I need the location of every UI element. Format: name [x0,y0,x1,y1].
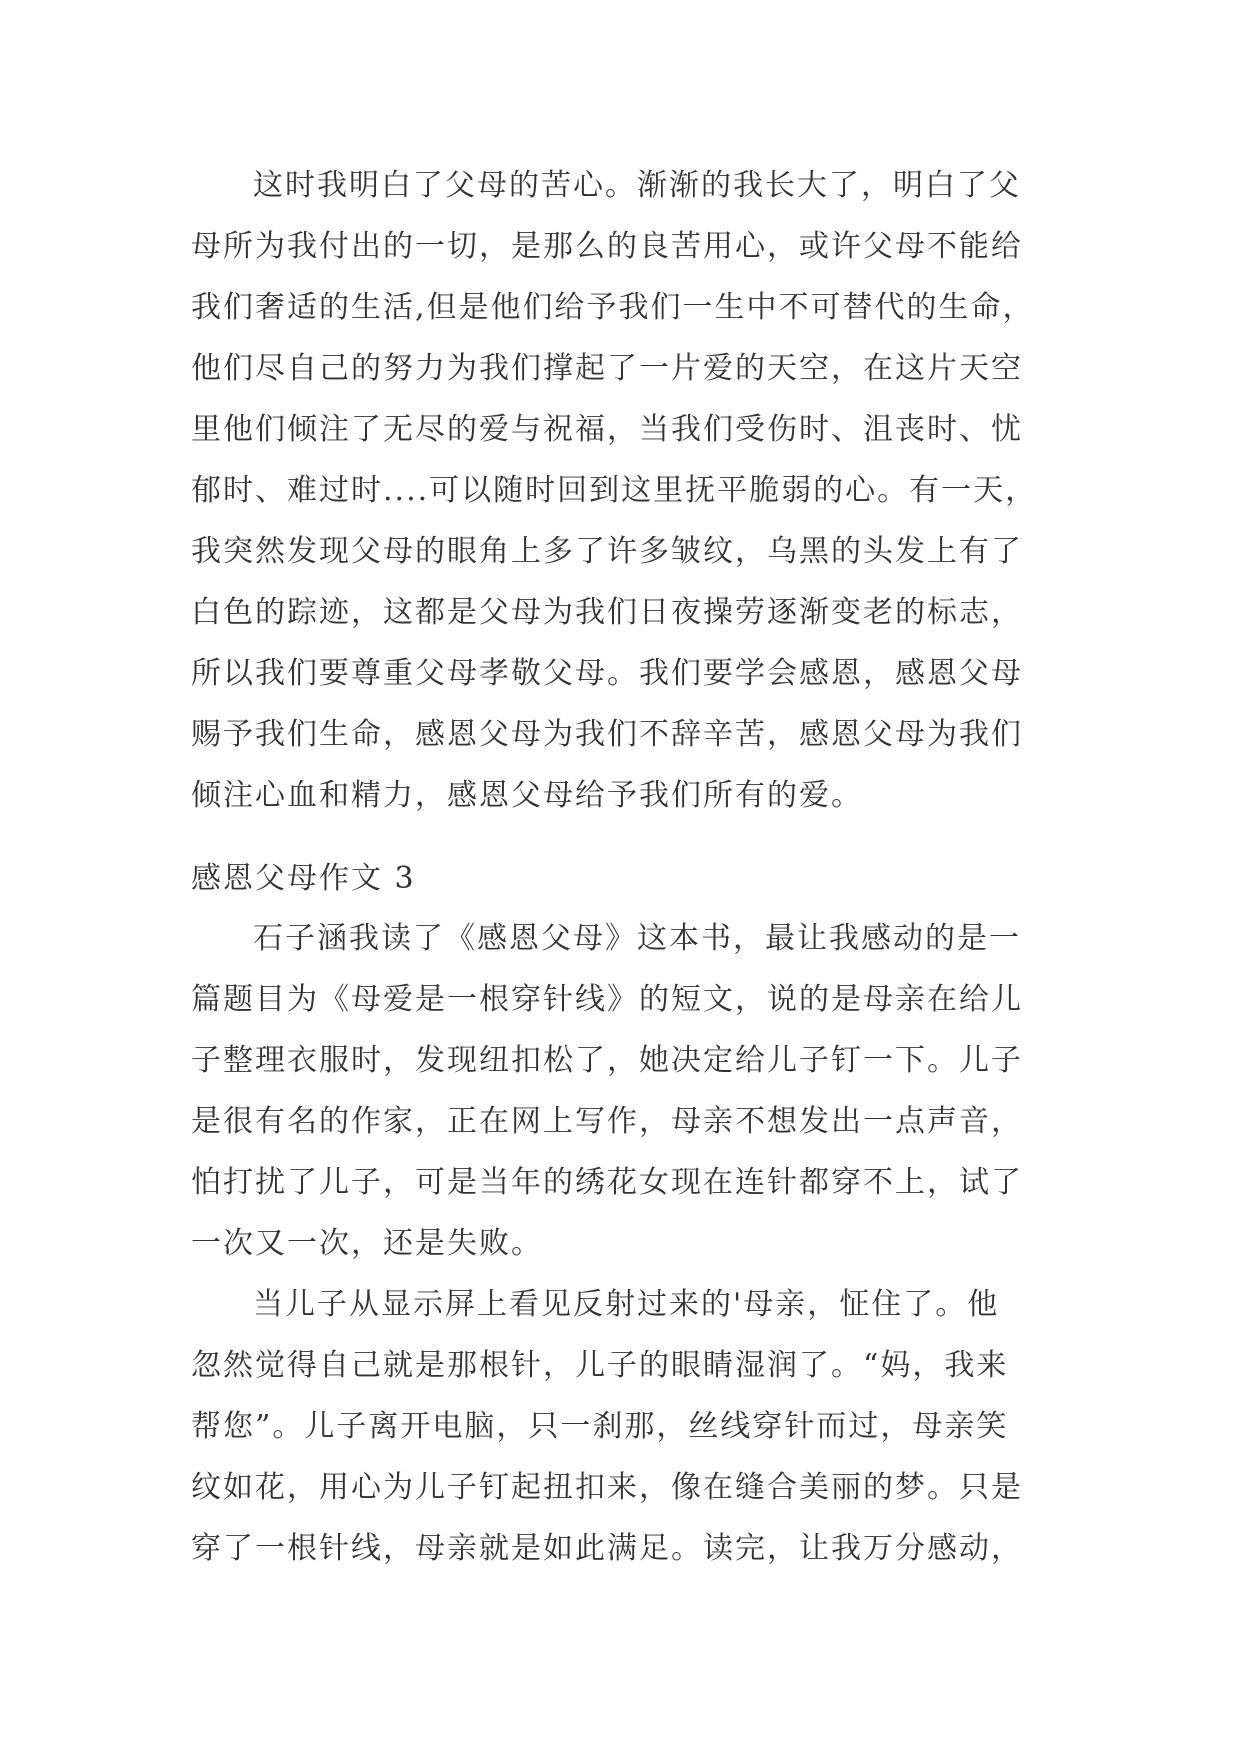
paragraph-line: 一次又一次，还是失败。 [191,1226,543,1261]
paragraph-line: 纹如花，用心为儿子钉起扭扣来，像在缝合美丽的梦。只是 [191,1470,1023,1505]
paragraph-line: 怕打扰了儿子，可是当年的绣花女现在连针都穿不上，试了 [191,1165,1023,1200]
paragraph-line: 母所为我付出的一切，是那么的良苦用心，或许父母不能给 [191,229,1023,264]
paragraph-line: 所以我们要尊重父母孝敬父母。我们要学会感恩，感恩父母 [191,656,1023,691]
paragraph-line: 子整理衣服时，发现纽扣松了，她决定给儿子钉一下。儿子 [191,1043,1023,1078]
paragraph-2-3 [191,908,1091,1579]
section-heading: 感恩父母作文 3 [191,861,416,896]
paragraph-line: 我突然发现父母的眼角上多了许多皱纹，乌黑的头发上有了 [191,534,1023,569]
paragraph-1 [191,155,1091,826]
paragraph-line: 白色的踪迹，这都是父母为我们日夜操劳逐渐变老的标志， [191,595,1023,630]
paragraph-line: 郁时、难过时....可以随时回到这里抚平脆弱的心。有一天， [191,473,1038,508]
paragraph-line: 帮您”。儿子离开电脑，只一刹那，丝线穿针而过，母亲笑 [191,1409,1009,1444]
paragraph-line: 倾注心血和精力，感恩父母给予我们所有的爱。 [191,778,863,813]
section-heading-block [191,848,1091,909]
paragraph-line: 当儿子从显示屏上看见反射过来的'母亲，怔住了。他 [253,1287,1000,1322]
paragraph-line: 是很有名的作家，正在网上写作，母亲不想发出一点声音， [191,1104,1023,1139]
paragraph-line: 石子涵我读了《感恩父母》这本书，最让我感动的是一 [253,921,1021,956]
paragraph-line: 这时我明白了父母的苦心。渐渐的我长大了，明白了父 [253,168,1021,203]
paragraph-line: 里他们倾注了无尽的爱与祝福，当我们受伤时、沮丧时、忧 [191,412,1023,447]
paragraph-line: 篇题目为《母爱是一根穿针线》的短文，说的是母亲在给儿 [191,982,1023,1017]
paragraph-line: 穿了一根针线，母亲就是如此满足。读完，让我万分感动， [191,1531,1023,1566]
paragraph-line: 他们尽自己的努力为我们撑起了一片爱的天空，在这片天空 [191,351,1023,386]
paragraph-line: 忽然觉得自己就是那根针，儿子的眼睛湿润了。“妈，我来 [191,1348,1009,1383]
paragraph-line: 赐予我们生命，感恩父母为我们不辞辛苦，感恩父母为我们 [191,717,1023,752]
paragraph-line: 我们奢适的生活,但是他们给予我们一生中不可替代的生命， [191,290,1035,325]
